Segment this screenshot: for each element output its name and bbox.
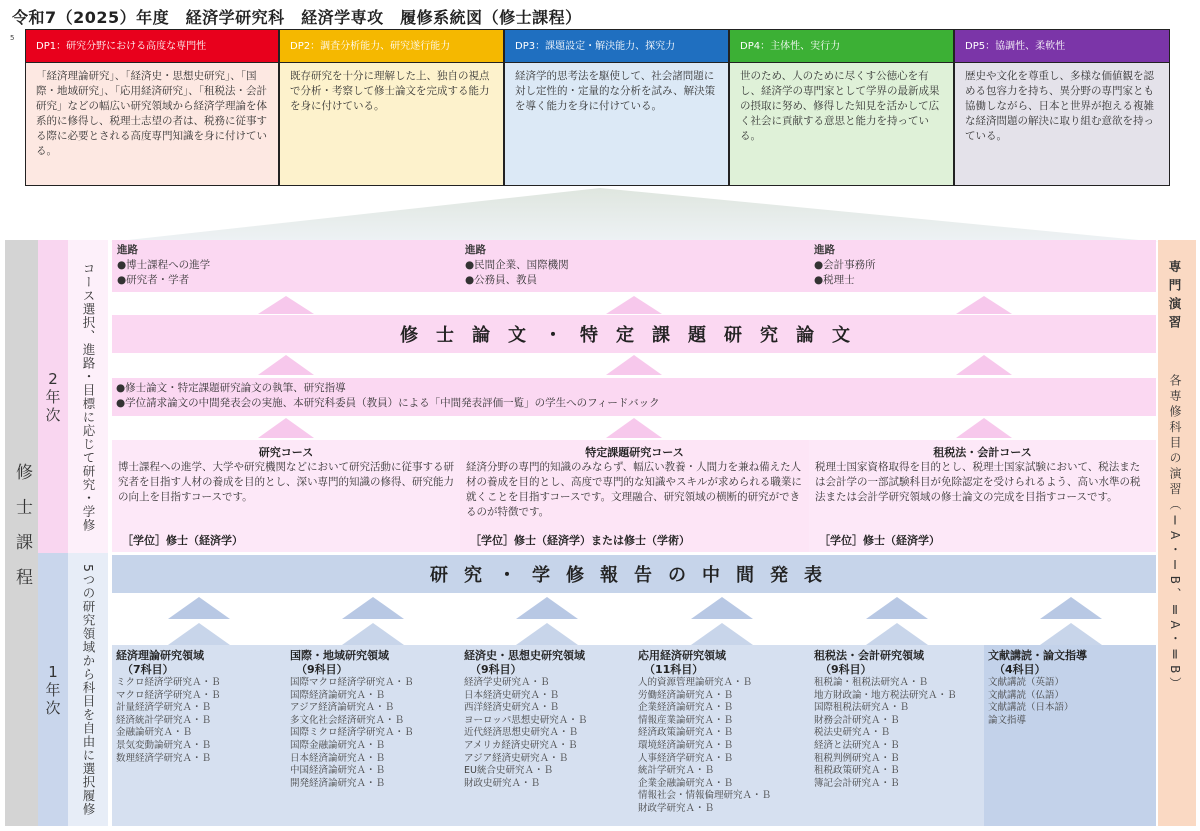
career-title: 進路 (814, 244, 835, 256)
program-label: 修士課程 (12, 463, 32, 603)
subject-item: 経済政策論研究Ａ・Ｂ (638, 727, 734, 739)
subject-item: アジア経済史研究Ａ・Ｂ (464, 752, 569, 764)
dp-header: DP3：課題設定・解決能力、探究力 (504, 29, 729, 63)
area-box (286, 645, 460, 826)
subject-item: 人的資源管理論研究Ａ・Ｂ (638, 677, 753, 688)
subject-item: アジア経済論研究Ａ・Ｂ (290, 702, 395, 714)
up-arrow-icon (691, 597, 753, 619)
seminar-bar (1158, 240, 1196, 826)
area-subject-count: （7科目） (122, 663, 174, 676)
subject-item: 租税政策研究Ａ・Ｂ (814, 765, 900, 777)
subject-item: 労働経済論研究Ａ・Ｂ (638, 689, 734, 701)
course-degree: ［学位］修士（経済学） (122, 534, 243, 547)
area-subject-count: （11科目） (644, 663, 704, 676)
thesis-banner (112, 315, 1156, 353)
up-arrow-icon (516, 597, 578, 619)
subject-item: 日本経済史研究Ａ・Ｂ (464, 689, 560, 701)
subject-item: 開発経済論研究Ａ・Ｂ (290, 777, 386, 789)
subject-item: 近代経済思想史研究Ａ・Ｂ (464, 727, 579, 739)
up-arrow-icon (956, 418, 1012, 438)
guidance-line: ●修士論文・特定課題研究論文の執筆、研究指導 (116, 382, 346, 394)
subject-item: 国際経済論研究Ａ・Ｂ (290, 689, 386, 701)
course-title: 研究コース (258, 446, 314, 459)
year2-bar (38, 240, 68, 553)
dp-header: DP4：主体性、実行力 (729, 29, 954, 63)
career-item: ●会計事務所 (814, 259, 876, 271)
career-box (809, 240, 1156, 292)
subject-item: 文献講読（日本語） (988, 702, 1074, 714)
up-arrow-icon (258, 418, 314, 438)
year2-side-label: コース選択、進路・目標に応じて研究・学修 (81, 261, 96, 532)
subject-item: 地方財政論・地方税法研究Ａ・Ｂ (814, 689, 957, 701)
career-title: 進路 (465, 244, 486, 256)
subject-item: 文献講読（仏語） (988, 689, 1065, 701)
subject-item: 税法史研究Ａ・Ｂ (814, 727, 891, 739)
subject-item: 国際租税法研究Ａ・Ｂ (814, 702, 910, 714)
course-description: 経済分野の専門的知識のみならず、幅広い教養・人間力を兼ね備えた人材の養成を目的とし、高度で専門的な知識やスキルが求められる職業に就くことを目指すコースです。文理融合、研究領域の横断的研究ができるのが特徴です。 (466, 461, 802, 518)
dp-body: 「経済理論研究」、「経済史・思想史研究」、「国際・地域研究」、「応用経済研究」、「租税法・会計研究」などの幅広い研究領域から経済学理論を体系的に修得し、税理士志望の者は、税務に従事する際に必要とされる高度専門知識を身に付けている。 (25, 63, 279, 186)
subject-item: 財政学研究Ａ・Ｂ (638, 802, 715, 814)
subject-item: 国際マクロ経済学研究Ａ・Ｂ (290, 677, 414, 688)
up-arrow-icon (1040, 597, 1102, 619)
area-title: 国際・地域研究領域 (290, 649, 389, 662)
career-item: ●研究者・学者 (117, 274, 190, 286)
subject-item: 企業金融論研究Ａ・Ｂ (638, 777, 734, 789)
course-description: 博士課程への進学、大学や研究機関などにおいて研究活動に従事する研究者を目指す人材の養成を目的とし、深い専門的知識の修得、研究能力の向上を目指すコースです。 (118, 461, 454, 503)
up-arrow-icon (866, 623, 928, 645)
subject-item: 国際金融論研究Ａ・Ｂ (290, 739, 386, 751)
up-arrow-icon (342, 597, 404, 619)
subject-item: 金融論研究Ａ・Ｂ (116, 727, 193, 739)
subject-item: 情報産業論研究Ａ・Ｂ (638, 714, 734, 726)
up-arrow-icon (168, 623, 230, 645)
dp-body: 歴史や文化を尊重し、多様な価値観を認める包容力を持ち、異分野の専門家とも協働しながら、日本と世界が抱える複雑な経済問題の解決に取り組む意欲を持っている。 (954, 63, 1170, 186)
subject-item: 人事経済学研究Ａ・Ｂ (638, 752, 734, 764)
course-description: 税理士国家資格取得を目的とし、税理士国家試験において、税法または会計学の一部試験科目が免除認定を受けられるよう、高い水準の税法または会計学研究領域の修士論文の完成を目指すコースです。 (815, 461, 1141, 503)
subject-item: 経済統計学研究Ａ・Ｂ (116, 714, 212, 726)
pyramid-fan (110, 186, 1160, 242)
up-arrow-icon (956, 355, 1012, 375)
subject-item: 環境経済論研究Ａ・Ｂ (638, 739, 734, 751)
year1-label: 1年次 (45, 662, 61, 717)
subject-item: 中国経済論研究Ａ・Ｂ (290, 765, 386, 777)
up-arrow-icon (691, 623, 753, 645)
subject-item: 租税判例研究Ａ・Ｂ (814, 752, 900, 764)
course-box (460, 440, 809, 552)
up-arrow-icon (258, 355, 314, 375)
career-title: 進路 (117, 244, 138, 256)
dp-body: 世のため、人のために尽くす公徳心を有し、経済学の専門家として学界の最新成果の摂取に努め、修得した知見を活かして広く社会に貢献する意思と能力を持っている。 (729, 63, 954, 186)
subject-item: 多文化社会経済研究Ａ・Ｂ (290, 714, 405, 726)
area-title: 文献講読・論文指導 (988, 649, 1087, 662)
subject-item: 日本経済論研究Ａ・Ｂ (290, 752, 386, 764)
subject-item: 西洋経済史研究Ａ・Ｂ (464, 702, 560, 714)
course-degree: ［学位］修士（経済学） (819, 534, 940, 547)
subject-item: 論文指導 (988, 714, 1027, 726)
subject-item: 数理経済学研究Ａ・Ｂ (116, 752, 212, 764)
year2-side-bar (68, 240, 108, 553)
area-box (634, 645, 810, 826)
subject-item: 企業経済論研究Ａ・Ｂ (638, 702, 734, 714)
subject-item: 文献講読（英語） (988, 677, 1065, 688)
subject-item: 経済と法研究Ａ・Ｂ (814, 739, 900, 751)
subject-item: マクロ経済学研究Ａ・Ｂ (116, 689, 221, 701)
area-subject-count: （9科目） (296, 663, 348, 676)
career-item: ●税理士 (814, 274, 855, 286)
area-box (984, 645, 1156, 826)
course-title: 特定課題研究コース (585, 446, 684, 459)
area-subject-count: （4科目） (994, 663, 1046, 676)
up-arrow-icon (342, 623, 404, 645)
subject-item: EU統合史研究Ａ・Ｂ (464, 765, 553, 777)
subject-item: 経済学史研究Ａ・Ｂ (464, 677, 550, 688)
subject-item: 国際ミクロ経済学研究Ａ・Ｂ (290, 727, 414, 739)
dp-header: DP2：調査分析能力、研究遂行能力 (279, 29, 504, 63)
subject-item: 統計学研究Ａ・Ｂ (638, 765, 715, 777)
area-title: 租税法・会計研究領域 (814, 649, 924, 662)
area-box (460, 645, 634, 826)
course-title: 租税法・会計コース (933, 446, 1032, 459)
year2-label: 2年次 (45, 369, 61, 424)
dp-body: 既存研究を十分に理解した上、独自の視点で分析・考察して修士論文を完成する能力を身に付けている。 (279, 63, 504, 186)
up-arrow-icon (1040, 623, 1102, 645)
career-box (460, 240, 809, 292)
subject-item: 景気変動論研究Ａ・Ｂ (116, 739, 212, 751)
presentation-banner-text: 研究・学修報告の中間発表 (430, 565, 838, 586)
subject-item: アメリカ経済史研究Ａ・Ｂ (464, 739, 578, 751)
up-arrow-icon (606, 296, 662, 314)
up-arrow-icon (516, 623, 578, 645)
subject-item: 計量経済学研究Ａ・Ｂ (116, 702, 212, 714)
area-subject-count: （9科目） (470, 663, 522, 676)
course-box (112, 440, 460, 552)
subject-item: 財政史研究Ａ・Ｂ (464, 777, 541, 789)
up-arrow-icon (956, 296, 1012, 314)
guidance-line: ●学位請求論文の中間発表会の実施、本研究科委員（教員）による「中間発表評価一覧」の学生へのフィードバック (116, 397, 660, 409)
year1-bar (38, 553, 68, 826)
dp-header: DP5：協調性、柔軟性 (954, 29, 1170, 63)
up-arrow-icon (168, 597, 230, 619)
area-box (810, 645, 984, 826)
dp-body: 経済学的思考法を駆使して、社会諸問題に対し定性的・定量的な分析を試み、解決策を導く能力を身に付けている。 (504, 63, 729, 186)
career-item: ●博士課程への進学 (117, 259, 211, 271)
area-title: 経済理論研究領域 (116, 649, 204, 662)
course-degree: ［学位］修士（経済学）または修士（学術） (470, 534, 690, 547)
up-arrow-icon (866, 597, 928, 619)
area-title: 応用経済研究領域 (638, 649, 726, 662)
area-box (112, 645, 286, 826)
subject-item: 財務会計研究Ａ・Ｂ (814, 714, 900, 726)
area-subject-count: （9科目） (820, 663, 872, 676)
subject-item: ミクロ経済学研究Ａ・Ｂ (116, 677, 221, 688)
subject-item: ヨーロッパ思想史研究Ａ・Ｂ (464, 714, 588, 726)
subject-item: 情報社会・情報倫理研究Ａ・Ｂ (638, 790, 772, 802)
up-arrow-icon (606, 418, 662, 438)
career-item: ●民間企業、国際機関 (465, 259, 569, 271)
subject-item: 簿記会計研究Ａ・Ｂ (814, 777, 900, 789)
presentation-banner (112, 555, 1156, 593)
course-box (809, 440, 1156, 552)
seminar-sub-label: 各専修科目の演習（ⅠA・ⅠB、ⅡA・ⅡB） (1168, 374, 1182, 693)
up-arrow-icon (258, 296, 314, 314)
program-bar (5, 240, 38, 826)
subject-item: 租税論・租税法研究Ａ・Ｂ (814, 677, 929, 688)
page-title: 令和7（2025）年度 経済学研究科 経済学専攻 履修系統図（修士課程） (12, 8, 582, 27)
year1-side-bar (68, 553, 108, 826)
dp-header: DP1：研究分野における高度な専門性 (25, 29, 279, 63)
thesis-banner-text: 修士論文・特定課題研究論文 (400, 325, 868, 346)
guidance-box (112, 378, 1156, 416)
career-item: ●公務員、教員 (465, 274, 538, 286)
page-marker: 5 (10, 34, 15, 42)
seminar-label: 専門演習 (1167, 260, 1182, 334)
career-box (112, 240, 460, 292)
area-title: 経済史・思想史研究領域 (464, 649, 585, 662)
up-arrow-icon (606, 355, 662, 375)
year1-side-label: 5つの研究領域から科目を自由に選択履修 (81, 563, 96, 816)
